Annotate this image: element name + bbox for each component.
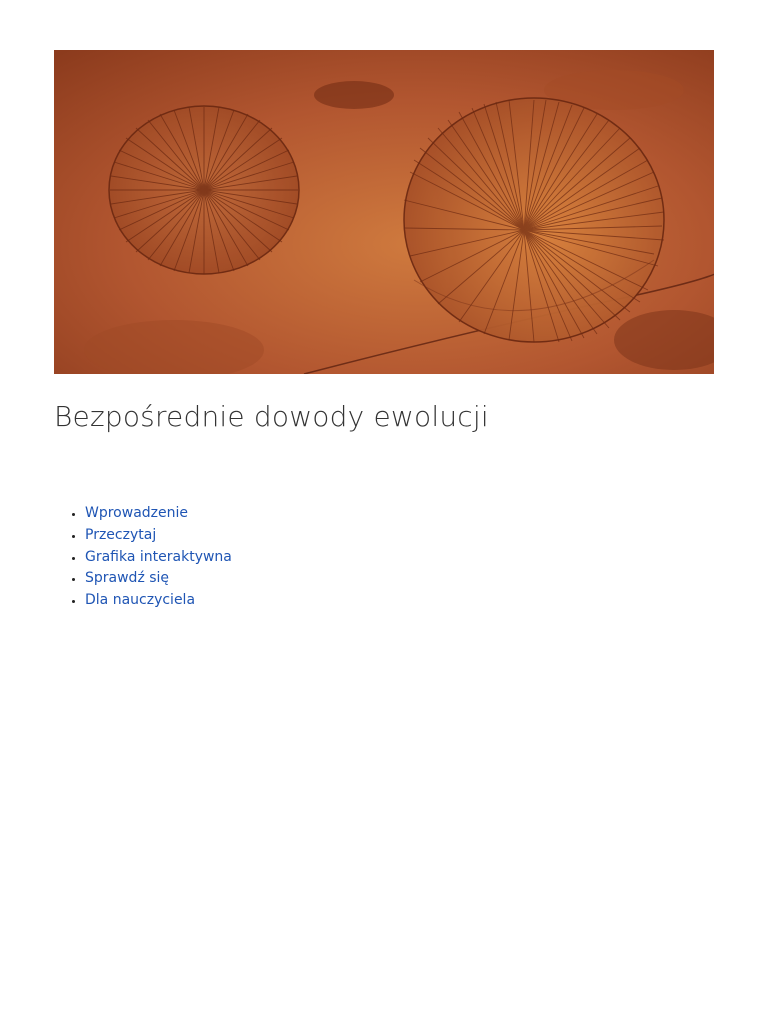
toc-link-dla-nauczyciela[interactable]: Dla nauczyciela <box>85 592 196 609</box>
toc-link-przeczytaj[interactable]: Przeczytaj <box>85 526 157 543</box>
toc-link-grafika-interaktywna[interactable]: Grafika interaktywna <box>85 548 232 565</box>
toc-item <box>85 590 232 612</box>
toc-item <box>85 503 232 525</box>
toc-link-wprowadzenie[interactable]: Wprowadzenie <box>85 505 188 521</box>
toc-link-sprawdz-sie[interactable]: Sprawdź się <box>85 570 170 587</box>
hero-fossil-image <box>54 50 714 374</box>
toc-item <box>85 568 232 590</box>
page-title: Bezpośrednie dowody ewolucji <box>54 400 489 433</box>
toc-item <box>85 525 232 547</box>
fossil-photo-icon <box>54 50 714 374</box>
toc-item <box>85 547 232 569</box>
table-of-contents <box>54 503 232 612</box>
